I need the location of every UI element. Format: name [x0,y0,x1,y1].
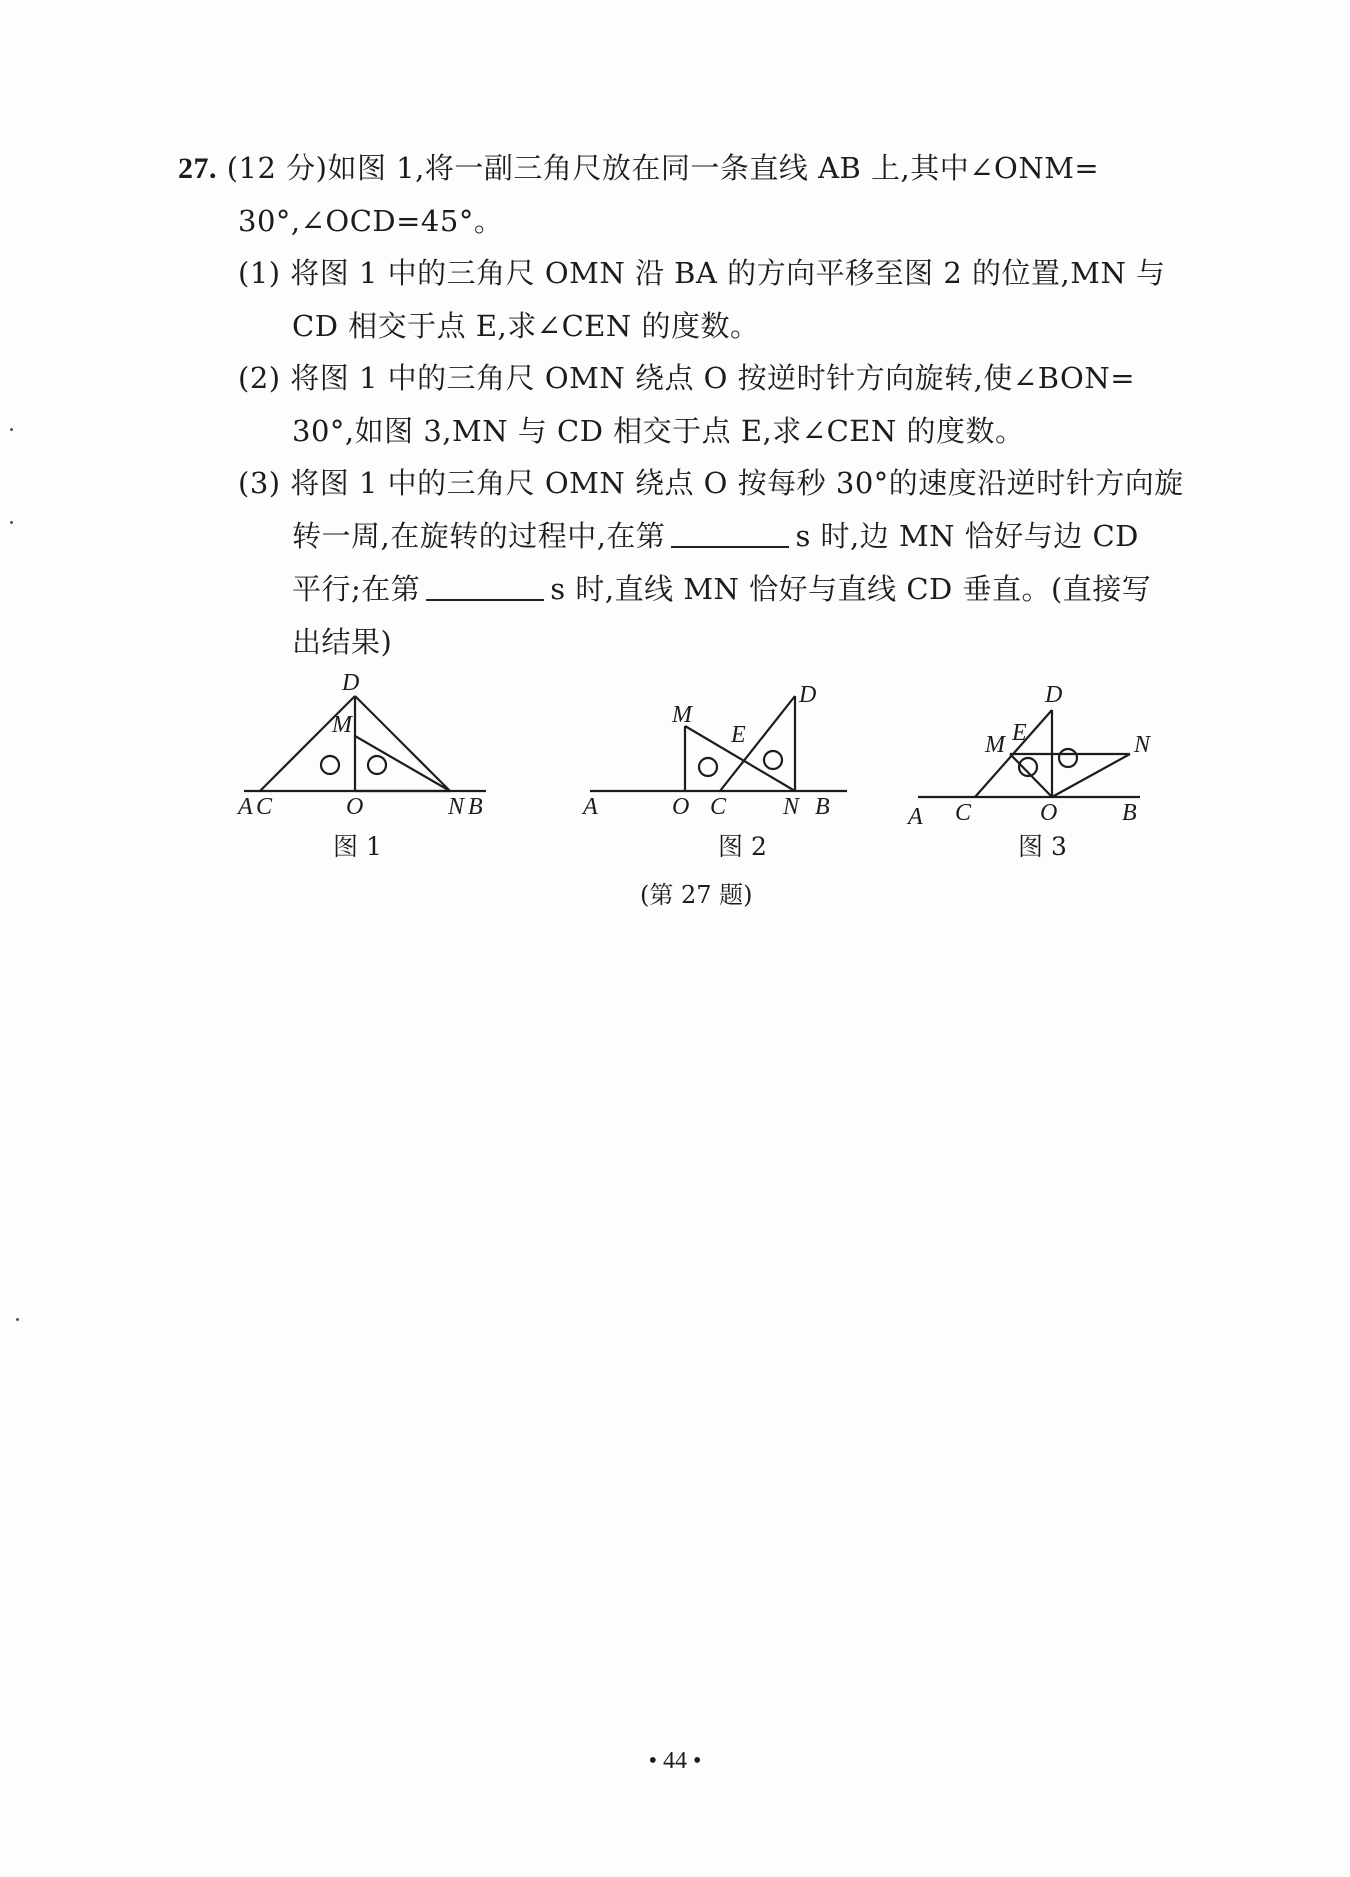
fig3-caption: 图 3 [1018,832,1067,861]
fig3-hole-right [1059,749,1077,767]
part1-line-2: CD 相交于点 E,求∠CEN 的度数。 [292,309,760,343]
fig3-label-a: A [908,804,923,830]
fig1-hole-left [321,756,339,774]
part2-line-1: (2) 将图 1 中的三角尺 OMN 绕点 O 按逆时针方向旋转,使∠BON= [238,361,1135,395]
fig2-hole-left [699,758,717,776]
fig2-label-d: D [799,682,817,708]
fig1-edge-cd [260,696,355,791]
figure-3 [900,670,1170,835]
scan-speck [16,1318,19,1321]
fig2-label-c: C [710,794,727,820]
fig3-label-c: C [955,800,972,826]
fig2-label-e: E [731,722,746,748]
part3-line-1: (3) 将图 1 中的三角尺 OMN 绕点 O 按每秒 30°的速度沿逆时针方向旋 [238,466,1184,500]
fig1-label-n: N [448,794,465,820]
figure-2 [575,670,860,830]
part2-line-2: 30°,如图 3,MN 与 CD 相交于点 E,求∠CEN 的度数。 [292,414,1025,448]
fig3-label-o: O [1040,800,1058,826]
fig2-caption: 图 2 [718,832,767,861]
fig1-label-d: D [342,670,360,696]
part3-text-3a: 平行;在第 [292,572,421,606]
fig3-label-e: E [1012,720,1027,746]
answer-blank-2[interactable] [426,571,544,601]
fig3-label-n: N [1134,732,1151,758]
scan-speck [10,428,13,431]
part3-text-3b: s 时,直线 MN 恰好与直线 CD 垂直。(直接写 [550,572,1152,606]
fig3-edge-on [1052,754,1130,797]
fig2-hole-right [764,751,782,769]
part3-text-2a: 转一周,在旋转的过程中,在第 [292,519,666,553]
fig3-label-m: M [985,732,1005,758]
fig3-label-d: D [1045,682,1063,708]
figure-1 [230,670,510,830]
fig2-label-b: B [815,794,830,820]
fig1-label-o: O [346,794,364,820]
problem-number: 27. [178,152,217,185]
fig2-label-m: M [672,702,692,728]
answer-blank-1[interactable] [671,518,789,548]
figure-title: (第 27 题) [640,881,753,909]
fig2-label-a: A [583,794,598,820]
fig1-label-b: B [468,794,483,820]
fig1-label-m: M [332,712,352,738]
fig3-label-b: B [1122,800,1137,826]
part3-line-4: 出结果) [292,625,393,659]
part3-line-3 [292,569,1151,609]
fig2-label-n: N [783,794,800,820]
part3-text-2b: s 时,边 MN 恰好与边 CD [795,519,1139,553]
page-number: • 44 • [648,1748,702,1774]
part3-line-2 [292,516,1139,556]
fig2-label-o: O [672,794,690,820]
fig1-label-a: A [238,794,253,820]
problem-line-1 [178,148,1099,189]
problem-stem-1: (12 分)如图 1,将一副三角尺放在同一条直线 AB 上,其中∠ONM= [226,151,1100,185]
fig1-caption: 图 1 [333,832,382,861]
problem-line-2: 30°,∠OCD=45°。 [238,204,504,238]
fig1-hole-right [368,756,386,774]
fig1-label-c: C [256,794,273,820]
part1-line-1: (1) 将图 1 中的三角尺 OMN 沿 BA 的方向平移至图 2 的位置,MN 与 [238,256,1166,290]
scan-speck [10,521,13,524]
